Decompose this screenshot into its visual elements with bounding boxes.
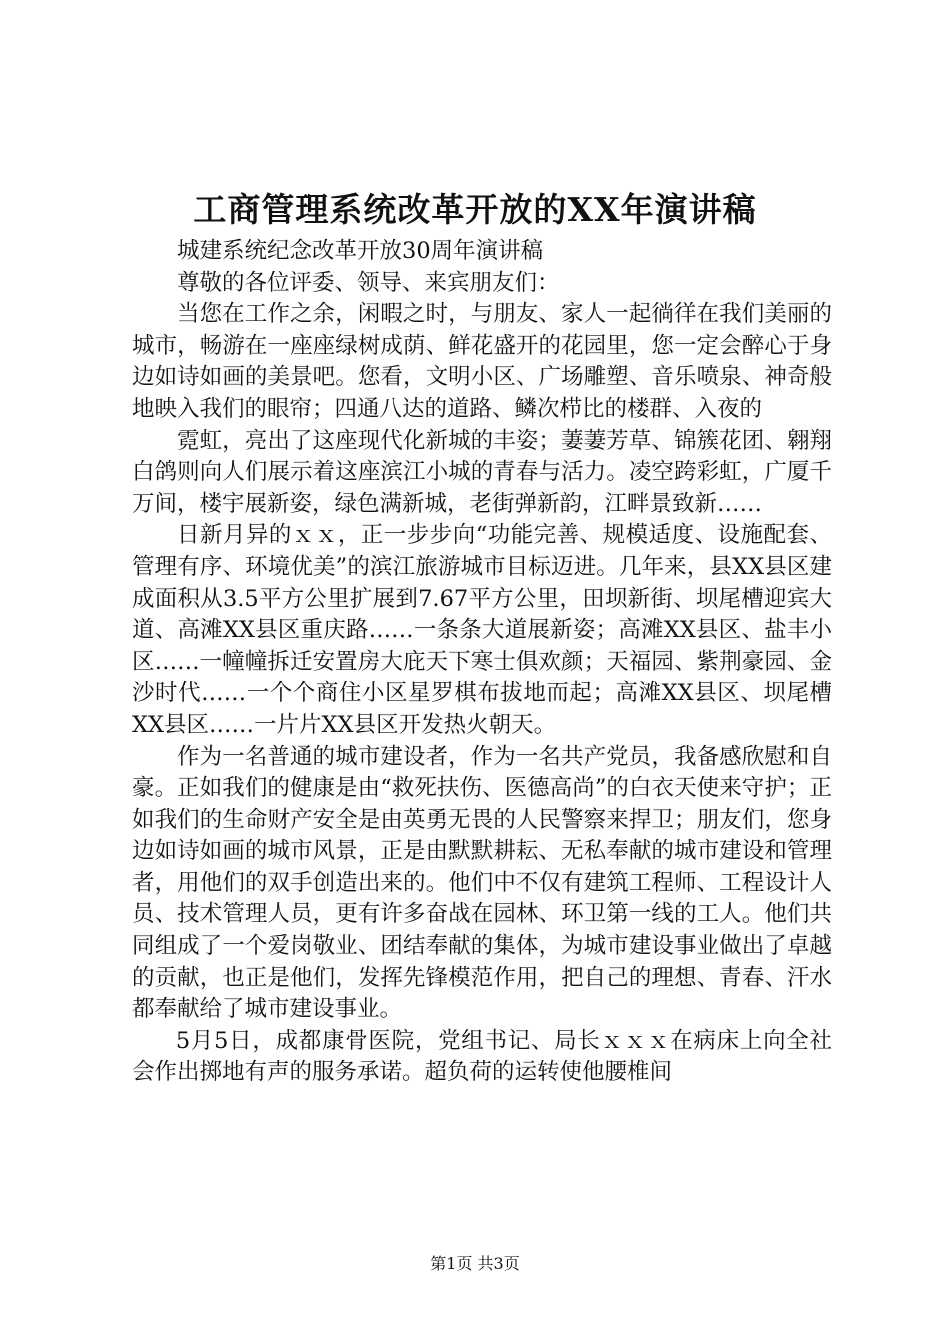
page-footer: 第1页 共3页	[430, 1254, 520, 1273]
document-body	[132, 236, 832, 1089]
paragraph-5: 5月5日，成都康骨医院，党组书记、局长ｘｘｘ在病床上向全社会作出掷地有声的服务承诺。超负荷的运转使他腰椎间	[132, 1027, 832, 1086]
document-title: 工商管理系统改革开放的XX年演讲稿	[193, 190, 757, 229]
paragraph-salutation: 尊敬的各位评委、领导、来宾朋友们：	[177, 269, 560, 296]
paragraph-subtitle: 城建系统纪念改革开放30周年演讲稿	[177, 238, 544, 264]
paragraph-2: 霓虹，亮出了这座现代化新城的丰姿；萋萋芳草、锦簇花团、翱翔白鸽则向人们展示着这座滨江小城的青春与活力。凌空跨彩虹，广厦千万间，楼宇展新姿，绿色满新城，老街弹新韵，江畔景致新……	[132, 427, 832, 517]
paragraph-4: 作为一名普通的城市建设者，作为一名共产党员，我备感欣慰和自豪。正如我们的健康是由“救死扶伤、医德高尚”的白衣天使来守护；正如我们的生命财产安全是由英勇无畏的人民警察来捍卫；朋友们，您身边如诗如画的城市风景，正是由默默耕耘、无私奉献的城市建设和管理者，用他们的双手创造出来的。他们中不仅有建筑工程师、工程设计人员、技术管理人员，更有许多奋战在园林、环卫第一线的工人。他们共同组成了一个爱岗敬业、团结奉献的集体，为城市建设事业做出了卓越的贡献，也正是他们，发挥先锋模范作用，把自己的理想、青春、汗水都奉献给了城市建设事业。	[132, 743, 832, 1023]
paragraph-3: 日新月异的ｘｘ，正一步步向“功能完善、规模适度、设施配套、管理有序、环境优美”的滨江旅游城市目标迈进。几年来，县XX县区建成面积从3.5平方公里扩展到7.67平方公里，田坝新街、坝尾槽迎宾大道、高滩XX县区重庆路……一条条大道展新姿；高滩XX县区、盐丰小区……一幢幢拆迁安置房大庇天下寒士俱欢颜；天福园、紫荆豪园、金沙时代……一个个商住小区星罗棋布拔地而起；高滩XX县区、坝尾槽XX县区……一片片XX县区开发热火朝天。	[132, 522, 832, 738]
paragraph-1: 当您在工作之余，闲暇之时，与朋友、家人一起徜徉在我们美丽的城市，畅游在一座座绿树成荫、鲜花盛开的花园里，您一定会醉心于身边如诗如画的美景吧。您看，文明小区、广场雕塑、音乐喷泉、神奇般地映入我们的眼帘；四通八达的道路、鳞次栉比的楼群、入夜的	[132, 301, 832, 422]
